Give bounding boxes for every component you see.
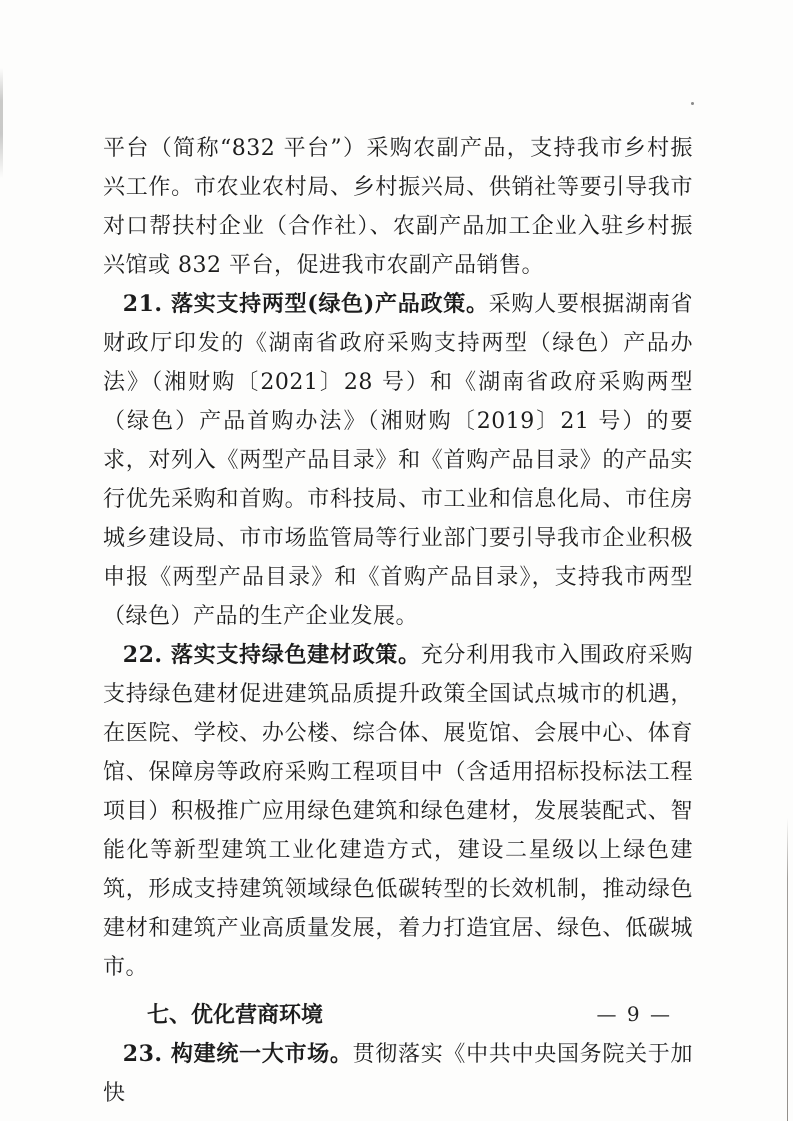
section-heading: 七、优化营商环境 [147, 1003, 324, 1028]
scan-right-edge-line [787, 818, 788, 1121]
paragraph-text: 平台（简称“832 平台”）采购农副产品，支持我市乡村振兴工作。市农业农村局、乡村振兴局、供销社等要引导我市对口帮扶村企业（合作社）、农副产品加工企业入驻乡村振兴馆或 832 平台，促进我市农副产品销售。 [103, 136, 693, 278]
paragraph-text: 贯彻落实《中共中央国务院关于加快 [103, 1042, 693, 1106]
paragraph-item-21 [103, 285, 693, 636]
paragraph-lead: 21. 落实支持两型(绿色)产品政策。 [122, 291, 489, 317]
scan-speck-artifact [691, 102, 694, 105]
document-body [103, 129, 693, 1113]
paragraph-item-23 [103, 1035, 693, 1113]
paragraph-text: 采购人要根据湖南省财政厅印发的《湖南省政府采购支持两型（绿色）产品办法》（湘财购〔2021〕28 号）和《湖南省政府采购两型（绿色）产品首购办法》（湘财购〔2019〕21 号）的要求，对列入《两型产品目录》和《首购产品目录》的产品实行优先采购和首购。市科技局、市工业和信息化局、市住房城乡建设局、市市场监管局等行业部门要引导我市企业积极申报《两型产品目录》和《首购产品目录》，支持我市两型（绿色）产品的生产企业发展。 [103, 292, 693, 629]
paragraph-lead: 22. 落实支持绿色建材政策。 [122, 642, 421, 668]
paragraph-item-22 [103, 636, 693, 987]
paragraph-continuation [103, 129, 693, 285]
scan-left-edge-smudge [0, 68, 3, 178]
paragraph-lead: 23. 构建统一大市场。 [122, 1041, 353, 1067]
paragraph-text: 充分利用我市入围政府采购支持绿色建材促进建筑品质提升政策全国试点城市的机遇，在医院、学校、办公楼、综合体、展览馆、会展中心、体育馆、保障房等政府采购工程项目中（含适用招标投标法工程项目）积极推广应用绿色建筑和绿色建材，发展装配式、智能化等新型建筑工业化建造方式，建设二星级以上绿色建筑，形成支持建筑领域绿色低碳转型的长效机制，推动绿色建材和建筑产业高质量发展，着力打造宜居、绿色、低碳城市。 [103, 643, 693, 980]
page-number: — 9 — [596, 1002, 672, 1026]
